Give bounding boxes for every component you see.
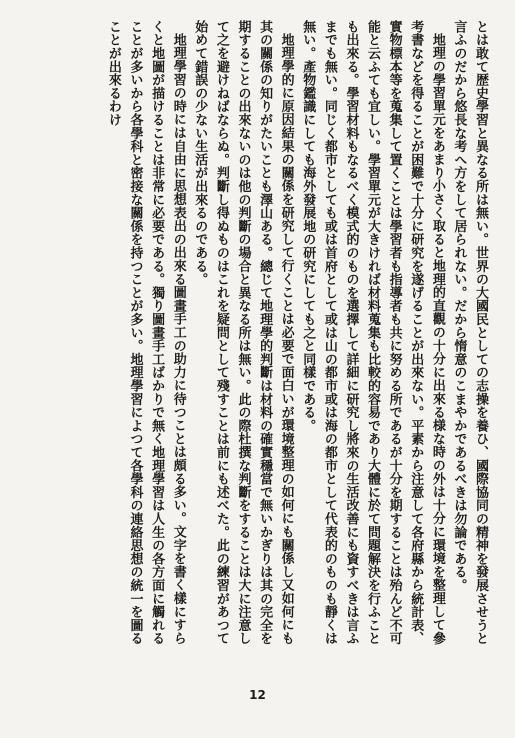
paragraph-2: 地理の學習單元をあまり小さく取ると地理的直觀の十分に出來る様な時の外は十分に環境を整理して參考書などを得ることが困難で十分に研究を遂げることが出來ない。平素から注意して各府縣から統計表、實物標本等を蒐集して置くことは學習者も指導者も共に努める所であるが十分を期することは殆んど不可能と云ふても宜しい。學習單元が大きければ材料蒐集も比較的容易であり大體に於て問題解決を行ふことも出來る。學習材料もなるべく模式的のものを選擇して詳細に研究し將來の生活改善にも資すべきは言ふまでも無い。同じく都市としても或は首府として或は山の都市或は海の都市として代表的のものも靜くは無い。產物鑑識にしても海外發展地の研究にしても之と同樣である。 — [300, 20, 445, 646]
page-number: 12 — [249, 688, 266, 702]
paragraph-3: 地理學的に原因結果の關係を研究して行くことは必要で面白いが環境整理の如何にも關係し又如何にも其の關係の知りがたいことも澤山ある。總じて地理學的判斷は材料の確實穩當で無いかぎりは其の完全を期することの出來ないのは他の判斷の場合と異なる所は無い。此の際杜撰な判斷をすることは大に注意して之を避けねばならぬ。判斷し得ぬものはこれを疑問として殘すことは前にも述べた。此の練習があつて始めて錯誤の少ない生活が出來るのである。 — [192, 20, 294, 646]
paragraph-1: とは敢て歴史學習と異なる所は無い。世界の大國民としての志操を養ひ、國際協同の精神を發展させうと言ふのだから悠長な考へ方をして居られない。だから惰意のこまやかであるべきは勿論である。 — [451, 20, 488, 646]
paragraph-4: 地理學習の時には自由に思想表出の出來る圖畫手工の助力に待つことは頗る多い。文字を書く樣にすらくと地圖が描けることは非常に必要である。獨り圖畫手工ばかりで無く地理學習は人生の各方面に觸れることが多いから各學科と密接な關係を持つことが多い。地理學習によつて各學科の連絡思想の統一を圖ることが出來るわけ — [105, 20, 186, 646]
vertical-text-body — [21, 20, 491, 650]
